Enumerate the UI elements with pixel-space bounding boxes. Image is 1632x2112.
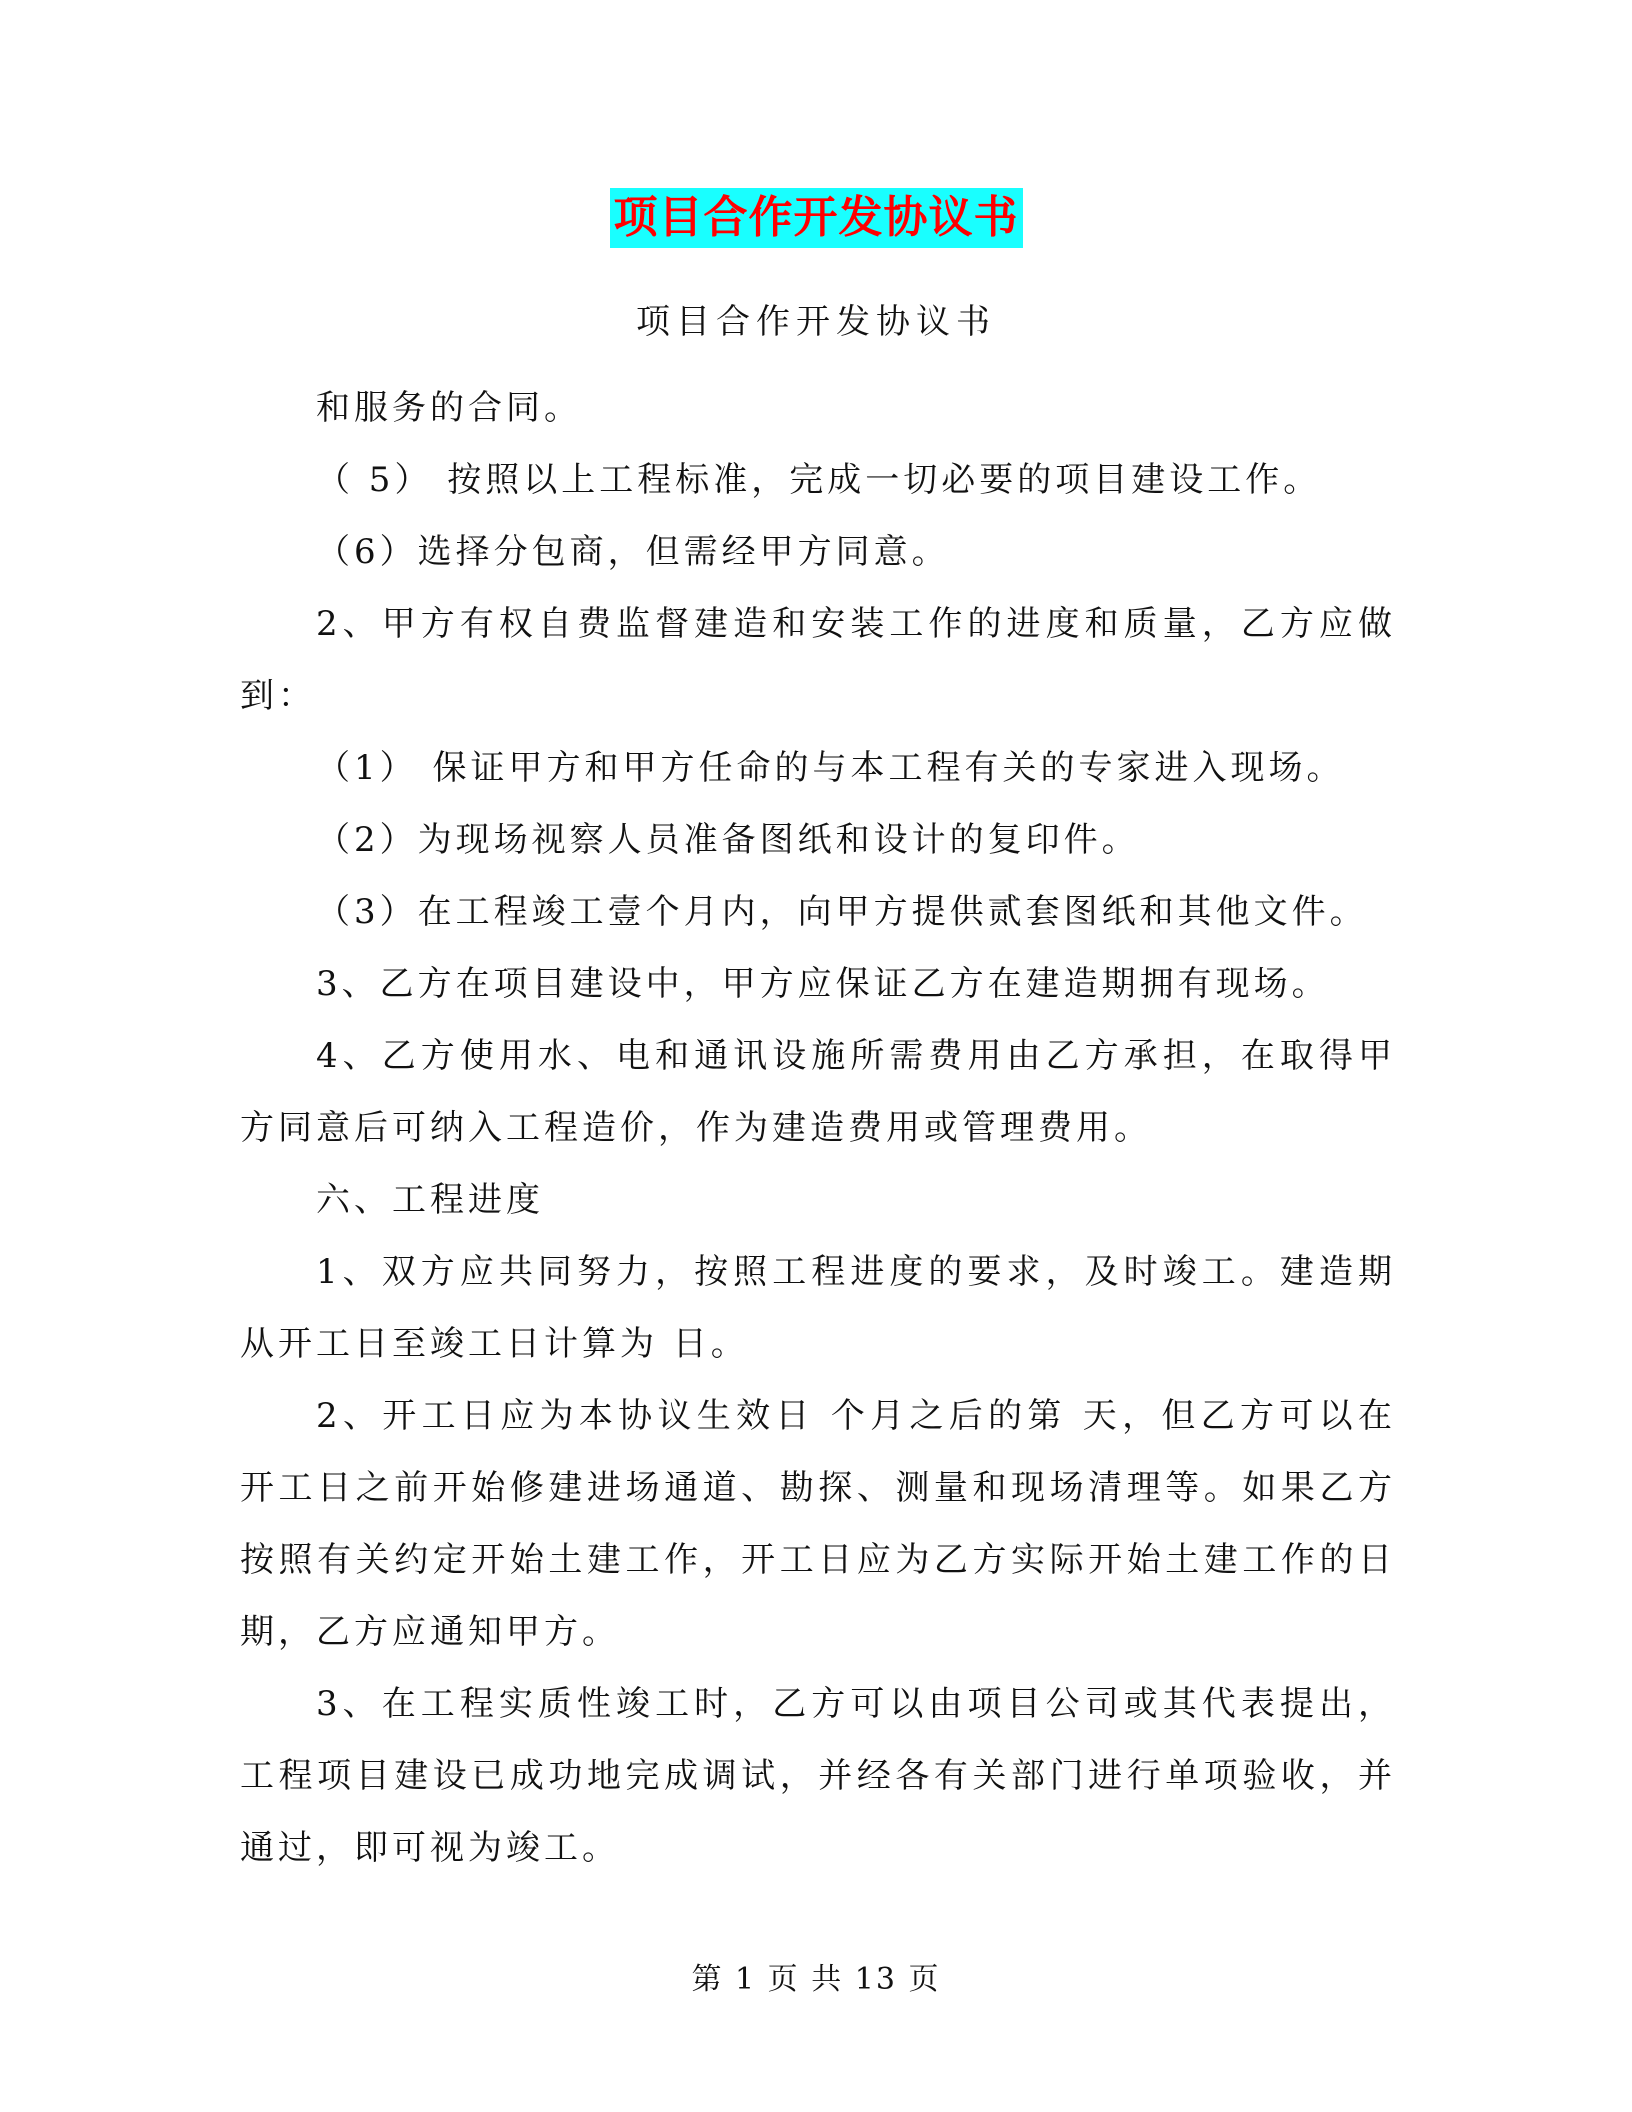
document-title-text: 项目合作开发协议书 bbox=[610, 188, 1023, 248]
document-subtitle: 项目合作开发协议书 bbox=[636, 302, 996, 342]
paragraph: （ 5） 按照以上工程标准，完成一切必要的项目建设工作。 bbox=[316, 460, 1322, 500]
document-body bbox=[240, 372, 1396, 1884]
paragraph: （6）选择分包商，但需经甲方同意。 bbox=[316, 532, 950, 572]
paragraph: 4、乙方使用水、电和通讯设施所需费用由乙方承担，在取得甲方同意后可纳入工程造价，作为建造费用或管理费用。 bbox=[240, 1036, 1396, 1148]
paragraph: 2、甲方有权自费监督建造和安装工作的进度和质量，乙方应做到： bbox=[240, 604, 1396, 716]
section-heading: 六、工程进度 bbox=[316, 1180, 544, 1220]
paragraph: 3、乙方在项目建设中，甲方应保证乙方在建造期拥有现场。 bbox=[316, 964, 1330, 1004]
paragraph: 和服务的合同。 bbox=[316, 388, 582, 428]
paragraph: （1） 保证甲方和甲方任命的与本工程有关的专家进入现场。 bbox=[316, 748, 1345, 788]
paragraph: （3）在工程竣工壹个月内，向甲方提供贰套图纸和其他文件。 bbox=[316, 892, 1368, 932]
paragraph: （2）为现场视察人员准备图纸和设计的复印件。 bbox=[316, 820, 1140, 860]
paragraph: 1、双方应共同努力，按照工程进度的要求，及时竣工。建造期从开工日至竣工日计算为 日。 bbox=[240, 1252, 1396, 1364]
document-title bbox=[0, 188, 1632, 248]
paragraph: 2、开工日应为本协议生效日 个月之后的第 天，但乙方可以在开工日之前开始修建进场通道、勘探、测量和现场清理等。如果乙方按照有关约定开始土建工作，开工日应为乙方实际开始土建工作的日期，乙方应通知甲方。 bbox=[240, 1396, 1396, 1652]
paragraph: 3、在工程实质性竣工时，乙方可以由项目公司或其代表提出，工程项目建设已成功地完成调试，并经各有关部门进行单项验收，并通过，即可视为竣工。 bbox=[240, 1684, 1396, 1868]
page-footer: 第 1 页 共 13 页 bbox=[691, 1962, 941, 1997]
